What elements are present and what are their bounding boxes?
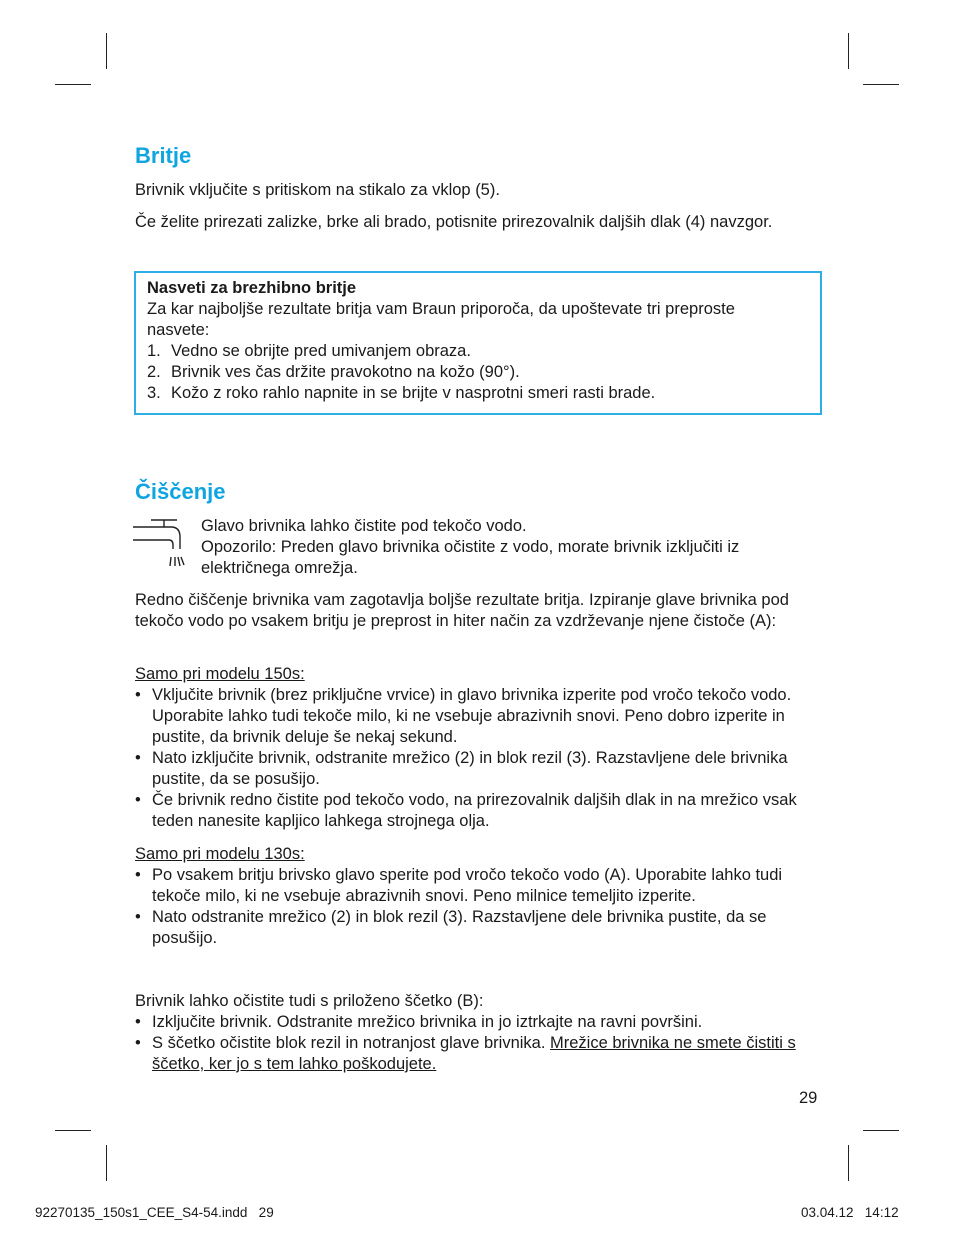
tips-intro: Za kar najboljše rezultate britja vam Braun priporoča, da upoštevate tri preproste nasvete: bbox=[147, 300, 735, 339]
model-150-section bbox=[135, 664, 825, 832]
list-item: • Če brivnik redno čistite pod tekočo vodo, na prirezovalnik daljših dlak in na mrežico vsak teden nanesite kapljico lahkega strojnega olja. bbox=[135, 790, 825, 832]
crop-mark bbox=[863, 84, 899, 85]
britje-paragraph-2: Če želite prirezati zalizke, brke ali brado, potisnite prirezovalnik daljših dlak (4) navzgor. bbox=[135, 213, 773, 231]
faucet-line-2: Opozorilo: Preden glavo brivnika očistite z vodo, morate brivnik izključiti iz električnega omrežja. bbox=[201, 538, 740, 577]
faucet-line-1: Glavo brivnika lahko čistite pod tekočo vodo. bbox=[201, 517, 527, 535]
brush-bullet-2-text: S ščetko očistite blok rezil in notranjost glave brivnika. bbox=[152, 1034, 551, 1052]
list-item bbox=[135, 1033, 825, 1075]
crop-mark bbox=[863, 1130, 899, 1131]
brush-warning-underlined: Mrežice brivnika ne smete čistiti s ščetko, ker jo s tem lahko poškodujete. bbox=[152, 1034, 796, 1073]
model-150-label: Samo pri modelu 150s: bbox=[135, 665, 305, 683]
footer-file: 92270135_150s1_CEE_S4-54.indd 29 bbox=[35, 1205, 274, 1220]
tips-item-text: Vedno se obrijte pred umivanjem obraza. bbox=[171, 342, 471, 360]
section-title-ciscenje: Čiščenje bbox=[135, 479, 226, 504]
tips-item bbox=[147, 341, 807, 362]
list-item: • Nato izključite brivnik, odstranite mrežico (2) in blok rezil (3). Razstavljene dele brivnika pustite, da se posušijo. bbox=[135, 748, 825, 790]
crop-mark bbox=[55, 84, 91, 85]
crop-mark bbox=[106, 33, 107, 69]
list-item: • Po vsakem britju brivsko glavo sperite pod vročo tekočo vodo (A). Uporabite lahko tudi tekoče milo, ki ne vsebuje abrazivnih snovi. Peno milnice temeljito izperite. bbox=[135, 865, 825, 907]
crop-mark bbox=[848, 1145, 849, 1181]
tips-item bbox=[147, 362, 807, 383]
model-130-label: Samo pri modelu 130s: bbox=[135, 845, 305, 863]
page-number: 29 bbox=[799, 1089, 818, 1107]
tips-title: Nasveti za brezhibno britje bbox=[147, 279, 357, 297]
tips-box bbox=[134, 271, 822, 415]
tips-item-number: 3. bbox=[147, 384, 161, 402]
britje-paragraph-1: Brivnik vključite s pritiskom na stikalo za vklop (5). bbox=[135, 181, 500, 199]
crop-mark bbox=[106, 1145, 107, 1181]
ciscenje-paragraph-1: Redno čiščenje brivnika vam zagotavlja boljše rezultate britja. Izpiranje glave brivnika pod tekočo vodo po vsakem britju je preprost in hiter način za vzdrževanje njene čistoče (A): bbox=[135, 591, 789, 630]
list-item: • Izključite brivnik. Odstranite mrežico brivnika in jo iztrkajte na ravni površini. bbox=[135, 1012, 825, 1033]
tips-item bbox=[147, 383, 807, 404]
model-130-section bbox=[135, 844, 825, 949]
tips-item-number: 1. bbox=[147, 342, 161, 360]
brush-section bbox=[135, 991, 825, 1075]
list-item: • Nato odstranite mrežico (2) in blok rezil (3). Razstavljene dele brivnika pustite, da se posušijo. bbox=[135, 907, 825, 949]
water-tap-icon bbox=[133, 517, 185, 569]
crop-mark bbox=[55, 1130, 91, 1131]
tips-item-text: Kožo z roko rahlo napnite in se brijte v nasprotni smeri rasti brade. bbox=[171, 384, 656, 402]
section-title-britje: Britje bbox=[135, 143, 192, 168]
faucet-note bbox=[201, 516, 821, 579]
brush-intro: Brivnik lahko očistite tudi s priloženo ščetko (B): bbox=[135, 992, 484, 1010]
tips-item-number: 2. bbox=[147, 363, 161, 381]
list-item: • Vključite brivnik (brez priključne vrvice) in glavo brivnika izperite pod vročo tekočo vodo. Uporabite lahko tudi tekoče milo, ki ne vsebuje abrazivnih snovi. Peno dobro izperite in pustite, da brivnik deluje še nekaj sekund. bbox=[135, 685, 825, 748]
footer-datetime: 03.04.12 14:12 bbox=[801, 1205, 899, 1220]
tips-item-text: Brivnik ves čas držite pravokotno na kožo (90°). bbox=[171, 363, 520, 381]
crop-mark bbox=[848, 33, 849, 69]
